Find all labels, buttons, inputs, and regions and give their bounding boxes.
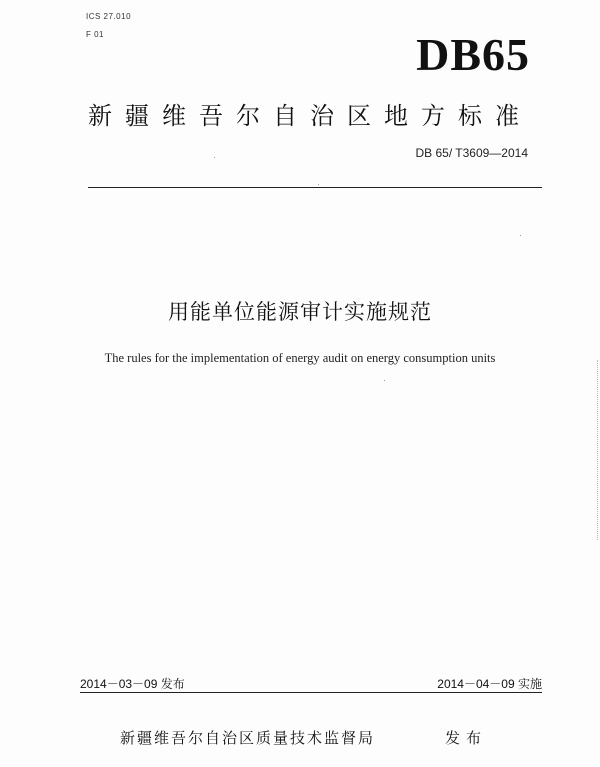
ics-code: ICS 27.010 [86,12,132,21]
implementation-date: 2014－04－09 实施 [437,677,542,691]
issuing-authority: 新疆维吾尔自治区质量技术监督局 [120,729,376,747]
header-divider [88,187,542,188]
issue-date: 2014－03－09 发布 [80,677,185,691]
footer-divider [80,692,542,693]
scan-speck [318,184,319,185]
ccs-code: F 01 [86,30,105,39]
db65-logo: DB65 [416,29,530,80]
scan-speck [214,157,215,158]
title-english: The rules for the implementation of energy audit on energy consumption units [104,351,496,365]
standard-type-heading: 新疆维吾尔自治区地方标准 [88,102,532,130]
scan-speck [384,380,385,381]
scan-edge [596,360,598,540]
standard-number: DB 65/ T3609—2014 [415,146,528,160]
title-chinese: 用能单位能源审计实施规范 [168,300,432,324]
issue-action: 发布 [445,729,488,747]
scan-speck [520,235,521,236]
